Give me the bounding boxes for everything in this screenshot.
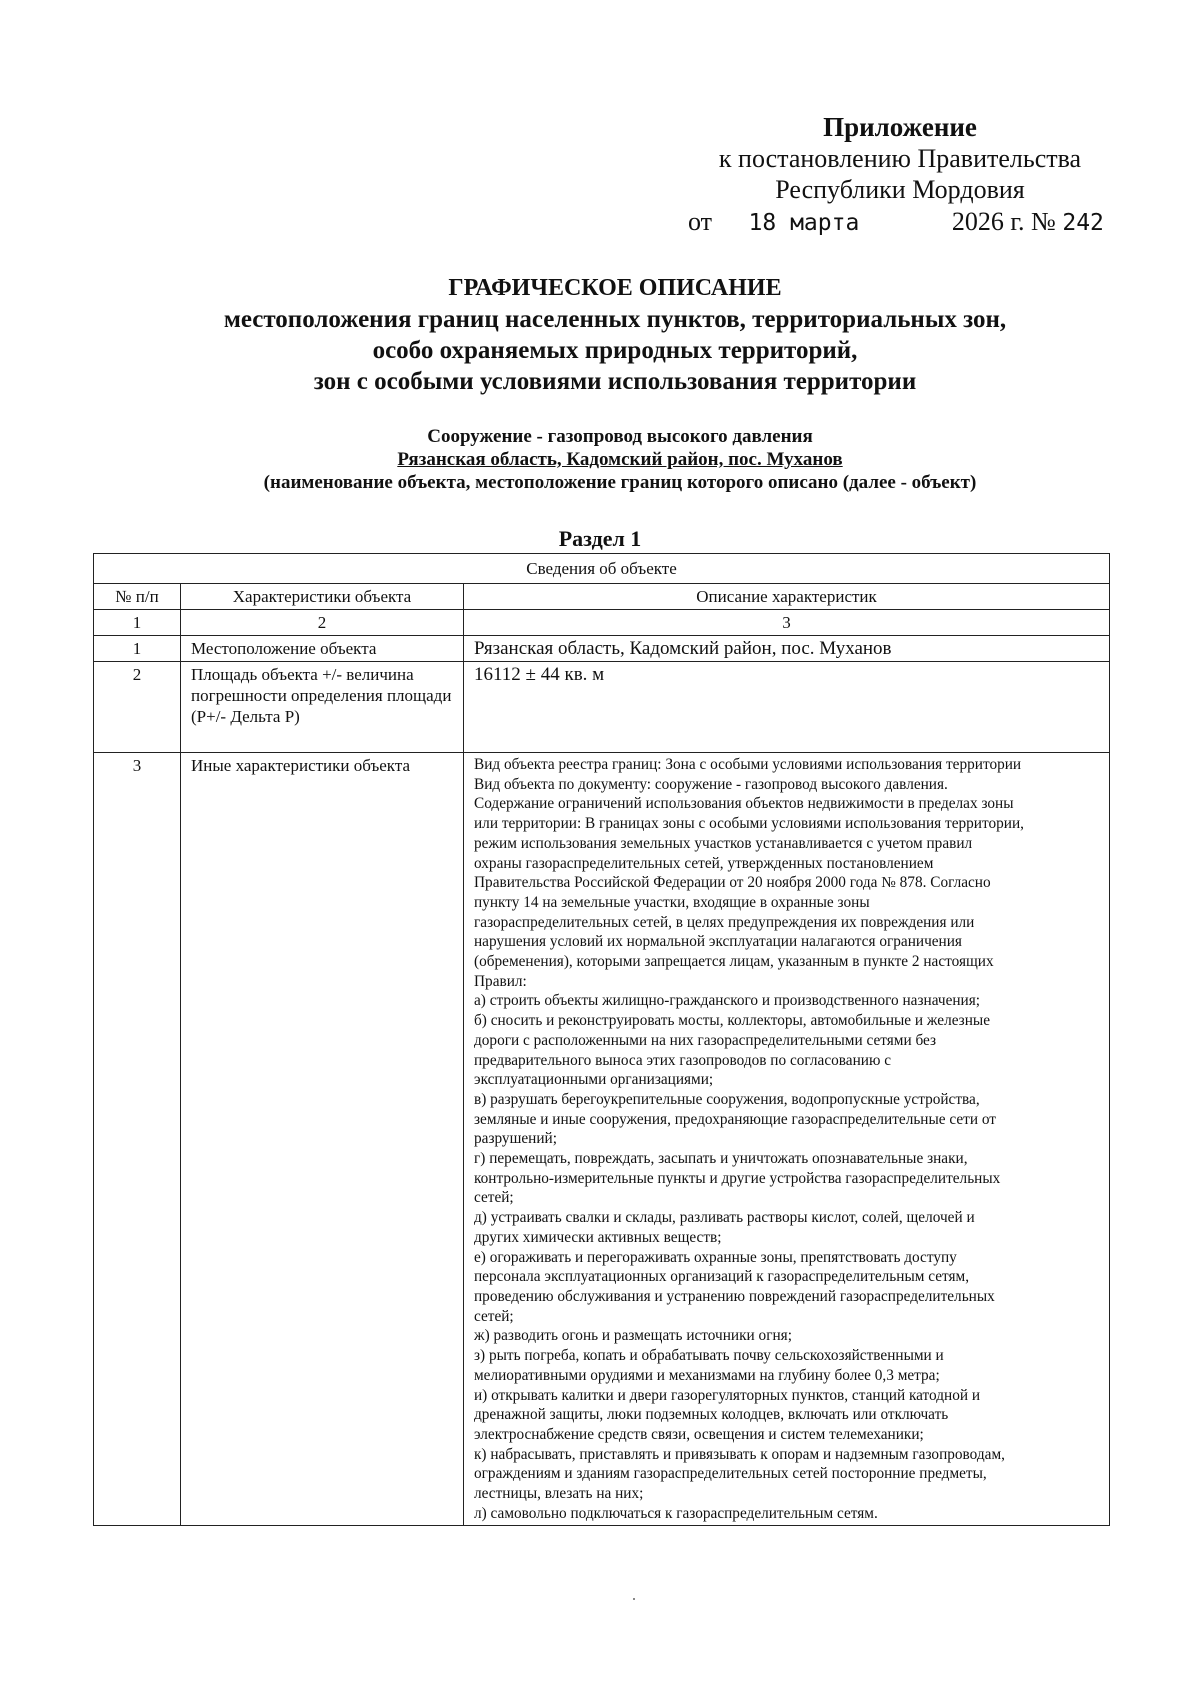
- object-location: Рязанская область, Кадомский район, пос. Муханов: [397, 449, 843, 470]
- scan-mark: [633, 1598, 635, 1600]
- description-line: земляные и иные сооружения, предохраняющие газораспределительные сети от: [474, 1110, 996, 1128]
- description-line: Вид объекта реестра границ: Зона с особыми условиями использования территории: [474, 756, 1022, 773]
- column-number-row: [94, 610, 1110, 636]
- title-line-2: местоположения границ населенных пунктов, территориальных зон,: [223, 306, 1007, 333]
- column-number: 1: [94, 610, 181, 636]
- description-line: сетей;: [474, 1189, 514, 1207]
- title-line-3: особо охраняемых природных территорий,: [372, 337, 858, 364]
- appendix-year: 2026 г. №: [951, 207, 1056, 236]
- table-caption-row: [94, 554, 1110, 584]
- appendix-from: от: [688, 207, 713, 236]
- appendix-line-2: Республики Мордовия: [775, 175, 1025, 204]
- description-line: проведению обслуживания и устранению повреждений газораспределительных: [474, 1287, 995, 1305]
- table-caption: Сведения об объекте: [94, 554, 1110, 584]
- description-line: Правительства Российской Федерации от 20 ноября 2000 года № 878. Согласно: [474, 874, 991, 892]
- description-line: предварительного выноса этих газопроводов по согласованию с: [474, 1051, 891, 1069]
- table-row: [94, 753, 1110, 1526]
- appendix-header: [670, 112, 1130, 239]
- table-row: [94, 662, 1110, 753]
- row-description: Рязанская область, Кадомский район, пос. Муханов: [464, 636, 1110, 662]
- description-line: нарушения условий их нормальной эксплуатации налагаются ограничения: [474, 933, 962, 951]
- description-line: дренажной защиты, люки подземных колодцев, включать или отключать: [474, 1406, 949, 1424]
- object-name: Сооружение - газопровод высокого давления: [427, 426, 813, 447]
- document-title: [130, 273, 1100, 397]
- section-title: Раздел 1: [558, 526, 642, 551]
- description-line: или территории: В границах зоны с особыми условиями использования территории,: [474, 815, 1024, 833]
- description-line: ограждениям и зданиям газораспределительных сетей посторонние предметы,: [474, 1465, 987, 1483]
- appendix-line-1: к постановлению Правительства: [718, 144, 1082, 173]
- appendix-date: 18 марта: [748, 210, 860, 236]
- description-line: газораспределительных сетей, в целях предупреждения их повреждения или: [474, 913, 975, 931]
- column-number: 2: [181, 610, 464, 636]
- header-characteristic: Характеристики объекта: [181, 584, 464, 610]
- description-line: Правил:: [474, 972, 527, 990]
- description-line: д) устраивать свалки и склады, разливать растворы кислот, солей, щелочей и: [474, 1209, 975, 1227]
- description-line: лестницы, влезать на них;: [474, 1485, 644, 1503]
- object-info-table: [93, 553, 1110, 1526]
- description-line: в) разрушать берегоукрепительные сооружения, водопропускные устройства,: [474, 1090, 980, 1108]
- description-line: и) открывать калитки и двери газорегуляторных пунктов, станций катодной и: [474, 1386, 981, 1404]
- description-line: ж) разводить огонь и размещать источники огня;: [474, 1327, 792, 1345]
- description-line: г) перемещать, повреждать, засыпать и уничтожать опознавательные знаки,: [474, 1150, 968, 1168]
- description-line: охраны газораспределительных сетей, утвержденных постановлением: [474, 854, 934, 872]
- description-line: мелиоративными орудиями и механизмами на глубину более 0,3 метра;: [474, 1366, 940, 1384]
- title-line-1: ГРАФИЧЕСКОЕ ОПИСАНИЕ: [448, 275, 782, 301]
- row-number: 1: [94, 636, 181, 662]
- description-line: дороги с расположенными на них газораспределительными сетями без: [474, 1031, 937, 1049]
- description-line: пункту 14 на земельные участки, входящие в охранные зоны: [474, 893, 870, 911]
- description-line: электроснабжение средств связи, освещения и систем телемеханики;: [474, 1425, 924, 1443]
- description-line: а) строить объекты жилищно-гражданского и производственного назначения;: [474, 992, 981, 1010]
- description-line: з) рыть погреба, копать и обрабатывать почву сельскохозяйственными и: [474, 1347, 944, 1365]
- title-line-4: зон с особыми условиями использования территории: [313, 368, 917, 395]
- row-number: 3: [94, 753, 181, 1526]
- description-line: персонала эксплуатационных организаций к газораспределительным сетям,: [474, 1268, 970, 1286]
- header-description: Описание характеристик: [464, 584, 1110, 610]
- appendix-number: 242: [1062, 210, 1104, 236]
- description-line: Вид объекта по документу: сооружение - газопровод высокого давления.: [474, 775, 948, 793]
- row-characteristic: Площадь объекта +/- величина погрешности определения площади (Р+/- Дельта Р): [181, 662, 464, 753]
- row-characteristic: Иные характеристики объекта: [181, 753, 464, 1526]
- appendix-heading: Приложение: [823, 112, 977, 142]
- table-header-row: [94, 584, 1110, 610]
- appendix-date-line: [670, 206, 1130, 239]
- header-num: № п/п: [94, 584, 181, 610]
- row-characteristic: Местоположение объекта: [181, 636, 464, 662]
- description-line: к) набрасывать, приставлять и привязывать к опорам и надземным газопроводам,: [474, 1445, 1005, 1463]
- description-line: е) огораживать и перегораживать охранные зоны, препятствовать доступу: [474, 1248, 957, 1266]
- column-number: 3: [464, 610, 1110, 636]
- table-row: [94, 636, 1110, 662]
- description-line: других химически активных веществ;: [474, 1228, 722, 1246]
- description-line: контрольно-измерительные пункты и другие устройства газораспределительных: [474, 1169, 1001, 1187]
- row-description: 16112 ± 44 кв. м: [464, 662, 1110, 753]
- object-block: [140, 425, 1100, 494]
- description-line: эксплуатационными организациями;: [474, 1071, 714, 1089]
- description-line: разрушений;: [474, 1130, 557, 1148]
- row-description: [464, 753, 1110, 1526]
- description-line: б) сносить и реконструировать мосты, коллекторы, автомобильные и железные: [474, 1012, 990, 1030]
- object-caption: (наименование объекта, местоположение границ которого описано (далее - объект): [263, 472, 977, 493]
- description-line: Содержание ограничений использования объектов недвижимости в пределах зоны: [474, 795, 1014, 813]
- description-line: л) самовольно подключаться к газораспределительным сетям.: [474, 1504, 878, 1522]
- description-line: (обременения), которыми запрещается лицам, указанным в пункте 2 настоящих: [474, 953, 994, 971]
- description-line: сетей;: [474, 1307, 514, 1325]
- row-number: 2: [94, 662, 181, 753]
- description-line: режим использования земельных участков устанавливается с учетом правил: [474, 834, 973, 852]
